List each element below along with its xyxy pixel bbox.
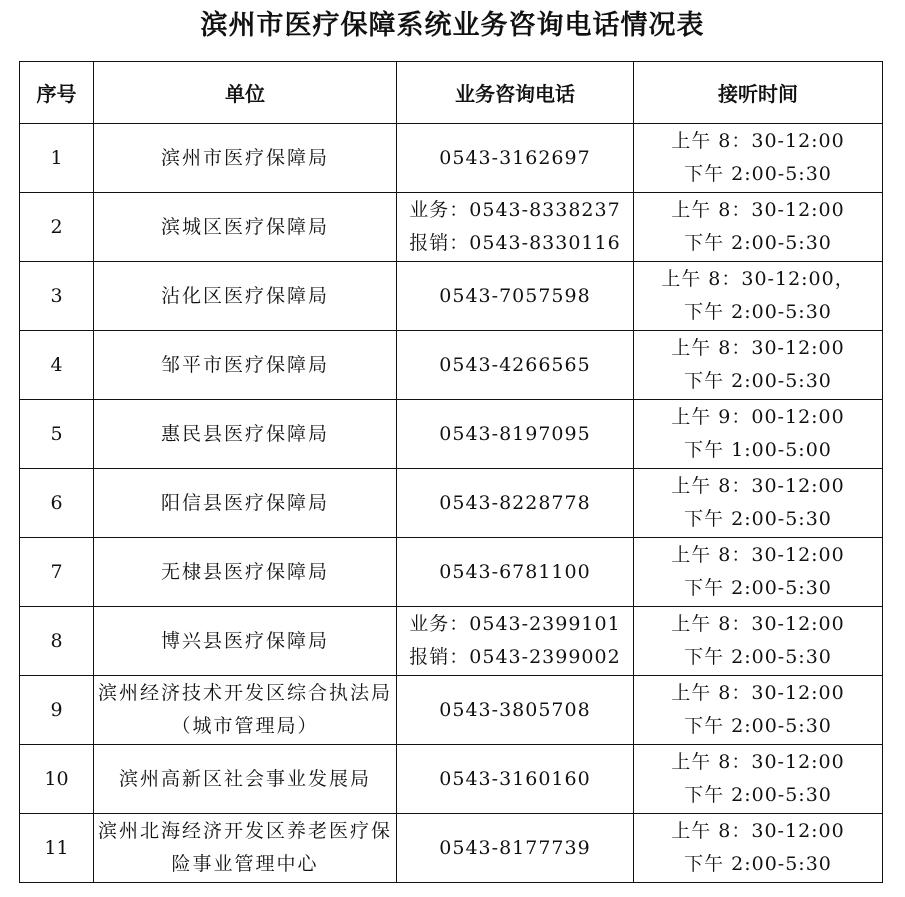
header-phone: 业务咨询电话 [397,62,634,124]
hours-line: 上午 8：30-12:00 [671,130,845,152]
unit-cell [94,538,397,607]
hours-line: 上午 8：30-12:00 [671,199,845,221]
hours-line: 下午 2:00-5:30 [684,646,832,668]
table-row [20,538,883,607]
unit-cell [94,400,397,469]
table-row [20,331,883,400]
hours-cell [634,331,883,400]
phone-cell [397,262,634,331]
hours-cell [634,607,883,676]
phone-number: 报销：0543-8330116 [409,232,621,254]
phone-number: 0543-7057598 [439,284,591,307]
unit-name: 滨州高新区社会事业发展局 [118,767,371,790]
row-number: 1 [20,124,94,193]
table-row [20,745,883,814]
hours-line: 上午 8：30-12:00 [671,682,845,704]
table-row [20,124,883,193]
row-number: 10 [20,745,94,814]
contacts-table [19,61,883,883]
phone-number: 0543-3805708 [439,698,591,721]
unit-name: 惠民县医疗保障局 [160,422,329,445]
phone-number: 业务：0543-2399101 [409,613,621,635]
row-number: 4 [20,331,94,400]
table-row [20,607,883,676]
phone-cell [397,193,634,262]
unit-cell [94,331,397,400]
unit-name: 无棣县医疗保障局 [160,560,329,583]
hours-cell [634,538,883,607]
phone-cell [397,745,634,814]
phone-number: 0543-8177739 [439,836,591,859]
phone-cell [397,469,634,538]
unit-cell [94,193,397,262]
unit-cell [94,469,397,538]
unit-name: 滨州市医疗保障局 [160,146,329,169]
hours-line: 上午 9：00-12:00 [671,406,845,428]
hours-line: 下午 2:00-5:30 [684,301,832,323]
phone-cell [397,124,634,193]
phone-cell [397,814,634,883]
hours-line: 下午 1:00-5:00 [684,439,832,461]
table-row [20,400,883,469]
hours-line: 上午 8：30-12:00 [671,613,845,635]
hours-cell [634,262,883,331]
hours-cell [634,124,883,193]
unit-name: 滨州北海经济开发区养老医疗保险事业管理中心 [98,820,393,875]
hours-cell [634,193,883,262]
phone-cell [397,400,634,469]
phone-cell [397,538,634,607]
phone-number: 0543-8197095 [439,422,591,445]
table-row [20,814,883,883]
header-hours: 接听时间 [634,62,883,124]
phone-number: 报销：0543-2399002 [409,646,621,668]
row-number: 8 [20,607,94,676]
table-row [20,676,883,745]
phone-number: 0543-4266565 [439,353,591,376]
unit-cell [94,124,397,193]
hours-line: 下午 2:00-5:30 [684,370,832,392]
hours-cell [634,469,883,538]
row-number: 2 [20,193,94,262]
row-number: 9 [20,676,94,745]
hours-line: 下午 2:00-5:30 [684,784,832,806]
hours-line: 下午 2:00-5:30 [684,508,832,530]
phone-number: 0543-3162697 [439,146,591,169]
unit-cell [94,814,397,883]
header-no: 序号 [20,62,94,124]
page-title: 滨州市医疗保障系统业务咨询电话情况表 [200,10,705,41]
hours-cell [634,676,883,745]
phone-number: 0543-3160160 [439,767,591,790]
hours-line: 上午 8：30-12:00 [671,337,845,359]
unit-cell [94,607,397,676]
phone-cell [397,331,634,400]
unit-name: 邹平市医疗保障局 [160,353,329,376]
unit-name: 滨州经济技术开发区综合执法局（城市管理局） [98,682,393,737]
unit-name: 阳信县医疗保障局 [160,491,329,514]
row-number: 11 [20,814,94,883]
hours-cell [634,745,883,814]
table-header-row [20,62,883,124]
table-row [20,262,883,331]
unit-cell [94,262,397,331]
phone-cell [397,607,634,676]
hours-line: 下午 2:00-5:30 [684,715,832,737]
hours-line: 上午 8：30-12:00 [671,544,845,566]
hours-cell [634,400,883,469]
unit-name: 沾化区医疗保障局 [160,284,329,307]
row-number: 6 [20,469,94,538]
phone-number: 0543-8228778 [439,491,591,514]
row-number: 3 [20,262,94,331]
table-body [20,124,883,883]
header-unit: 单位 [94,62,397,124]
unit-name: 滨城区医疗保障局 [160,215,329,238]
table-row [20,193,883,262]
row-number: 7 [20,538,94,607]
hours-line: 下午 2:00-5:30 [684,163,832,185]
unit-name: 博兴县医疗保障局 [160,629,329,652]
unit-cell [94,745,397,814]
hours-line: 下午 2:00-5:30 [684,232,832,254]
phone-number: 0543-6781100 [439,560,591,583]
hours-line: 上午 8：30-12:00， [661,268,855,290]
hours-line: 上午 8：30-12:00 [671,475,845,497]
hours-line: 上午 8：30-12:00 [671,820,845,842]
unit-cell [94,676,397,745]
row-number: 5 [20,400,94,469]
hours-line: 上午 8：30-12:00 [671,751,845,773]
table-row [20,469,883,538]
hours-line: 下午 2:00-5:30 [684,853,832,875]
hours-cell [634,814,883,883]
hours-line: 下午 2:00-5:30 [684,577,832,599]
phone-number: 业务：0543-8338237 [409,199,621,221]
phone-cell [397,676,634,745]
